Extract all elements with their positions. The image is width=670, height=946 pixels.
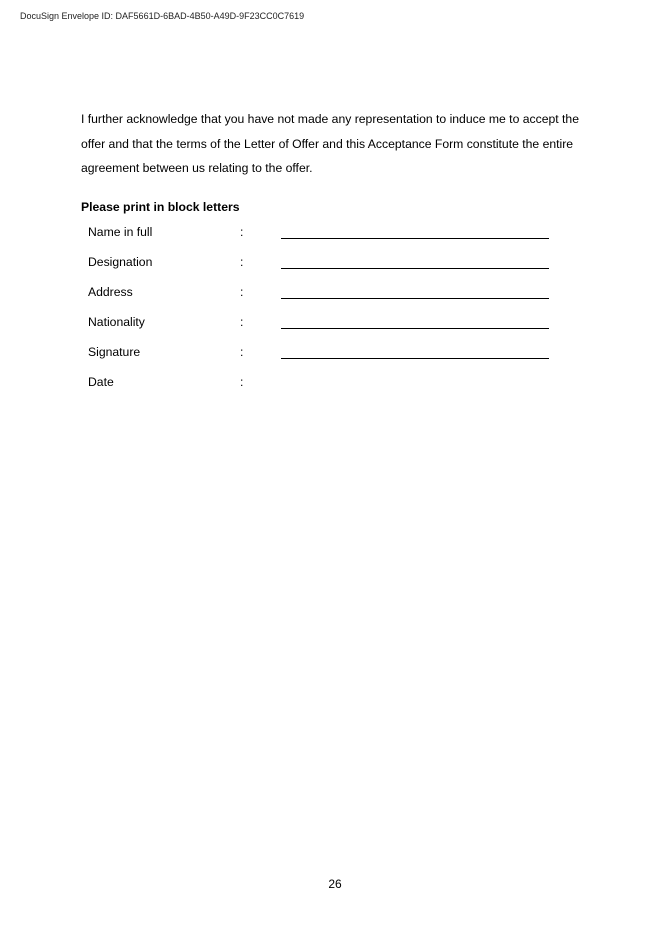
field-label: Address: [88, 285, 133, 299]
field-colon: :: [240, 315, 244, 329]
field-row-name: [88, 223, 568, 243]
field-row-designation: [88, 253, 568, 273]
field-label: Name in full: [88, 225, 153, 239]
field-row-nationality: [88, 313, 568, 333]
designation-blank-line[interactable]: [281, 268, 549, 269]
field-colon: :: [240, 225, 244, 239]
field-label: Date: [88, 375, 114, 389]
address-blank-line[interactable]: [281, 298, 549, 299]
field-label: Signature: [88, 345, 141, 359]
name-blank-line[interactable]: [281, 238, 549, 239]
field-colon: :: [240, 255, 244, 269]
field-row-address: [88, 283, 568, 303]
field-colon: :: [240, 375, 244, 389]
field-label: Nationality: [88, 315, 145, 329]
signature-blank-line[interactable]: [281, 358, 549, 359]
nationality-blank-line[interactable]: [281, 328, 549, 329]
form-heading: Please print in block letters: [81, 200, 240, 214]
envelope-id: DocuSign Envelope ID: DAF5661D-6BAD-4B50-A49D-9F23CC0C7619: [20, 11, 305, 21]
field-label: Designation: [88, 255, 153, 269]
page-number: 26: [328, 877, 342, 891]
field-colon: :: [240, 345, 244, 359]
field-row-date: [88, 373, 568, 393]
field-colon: :: [240, 285, 244, 299]
acknowledgement-paragraph: I further acknowledge that you have not made any representation to induce me to accept the offer and that the terms of the Letter of Offer and this Acceptance Form constitute the entire agreement between us relating to the offer.: [81, 112, 579, 175]
field-row-signature: [88, 343, 568, 363]
